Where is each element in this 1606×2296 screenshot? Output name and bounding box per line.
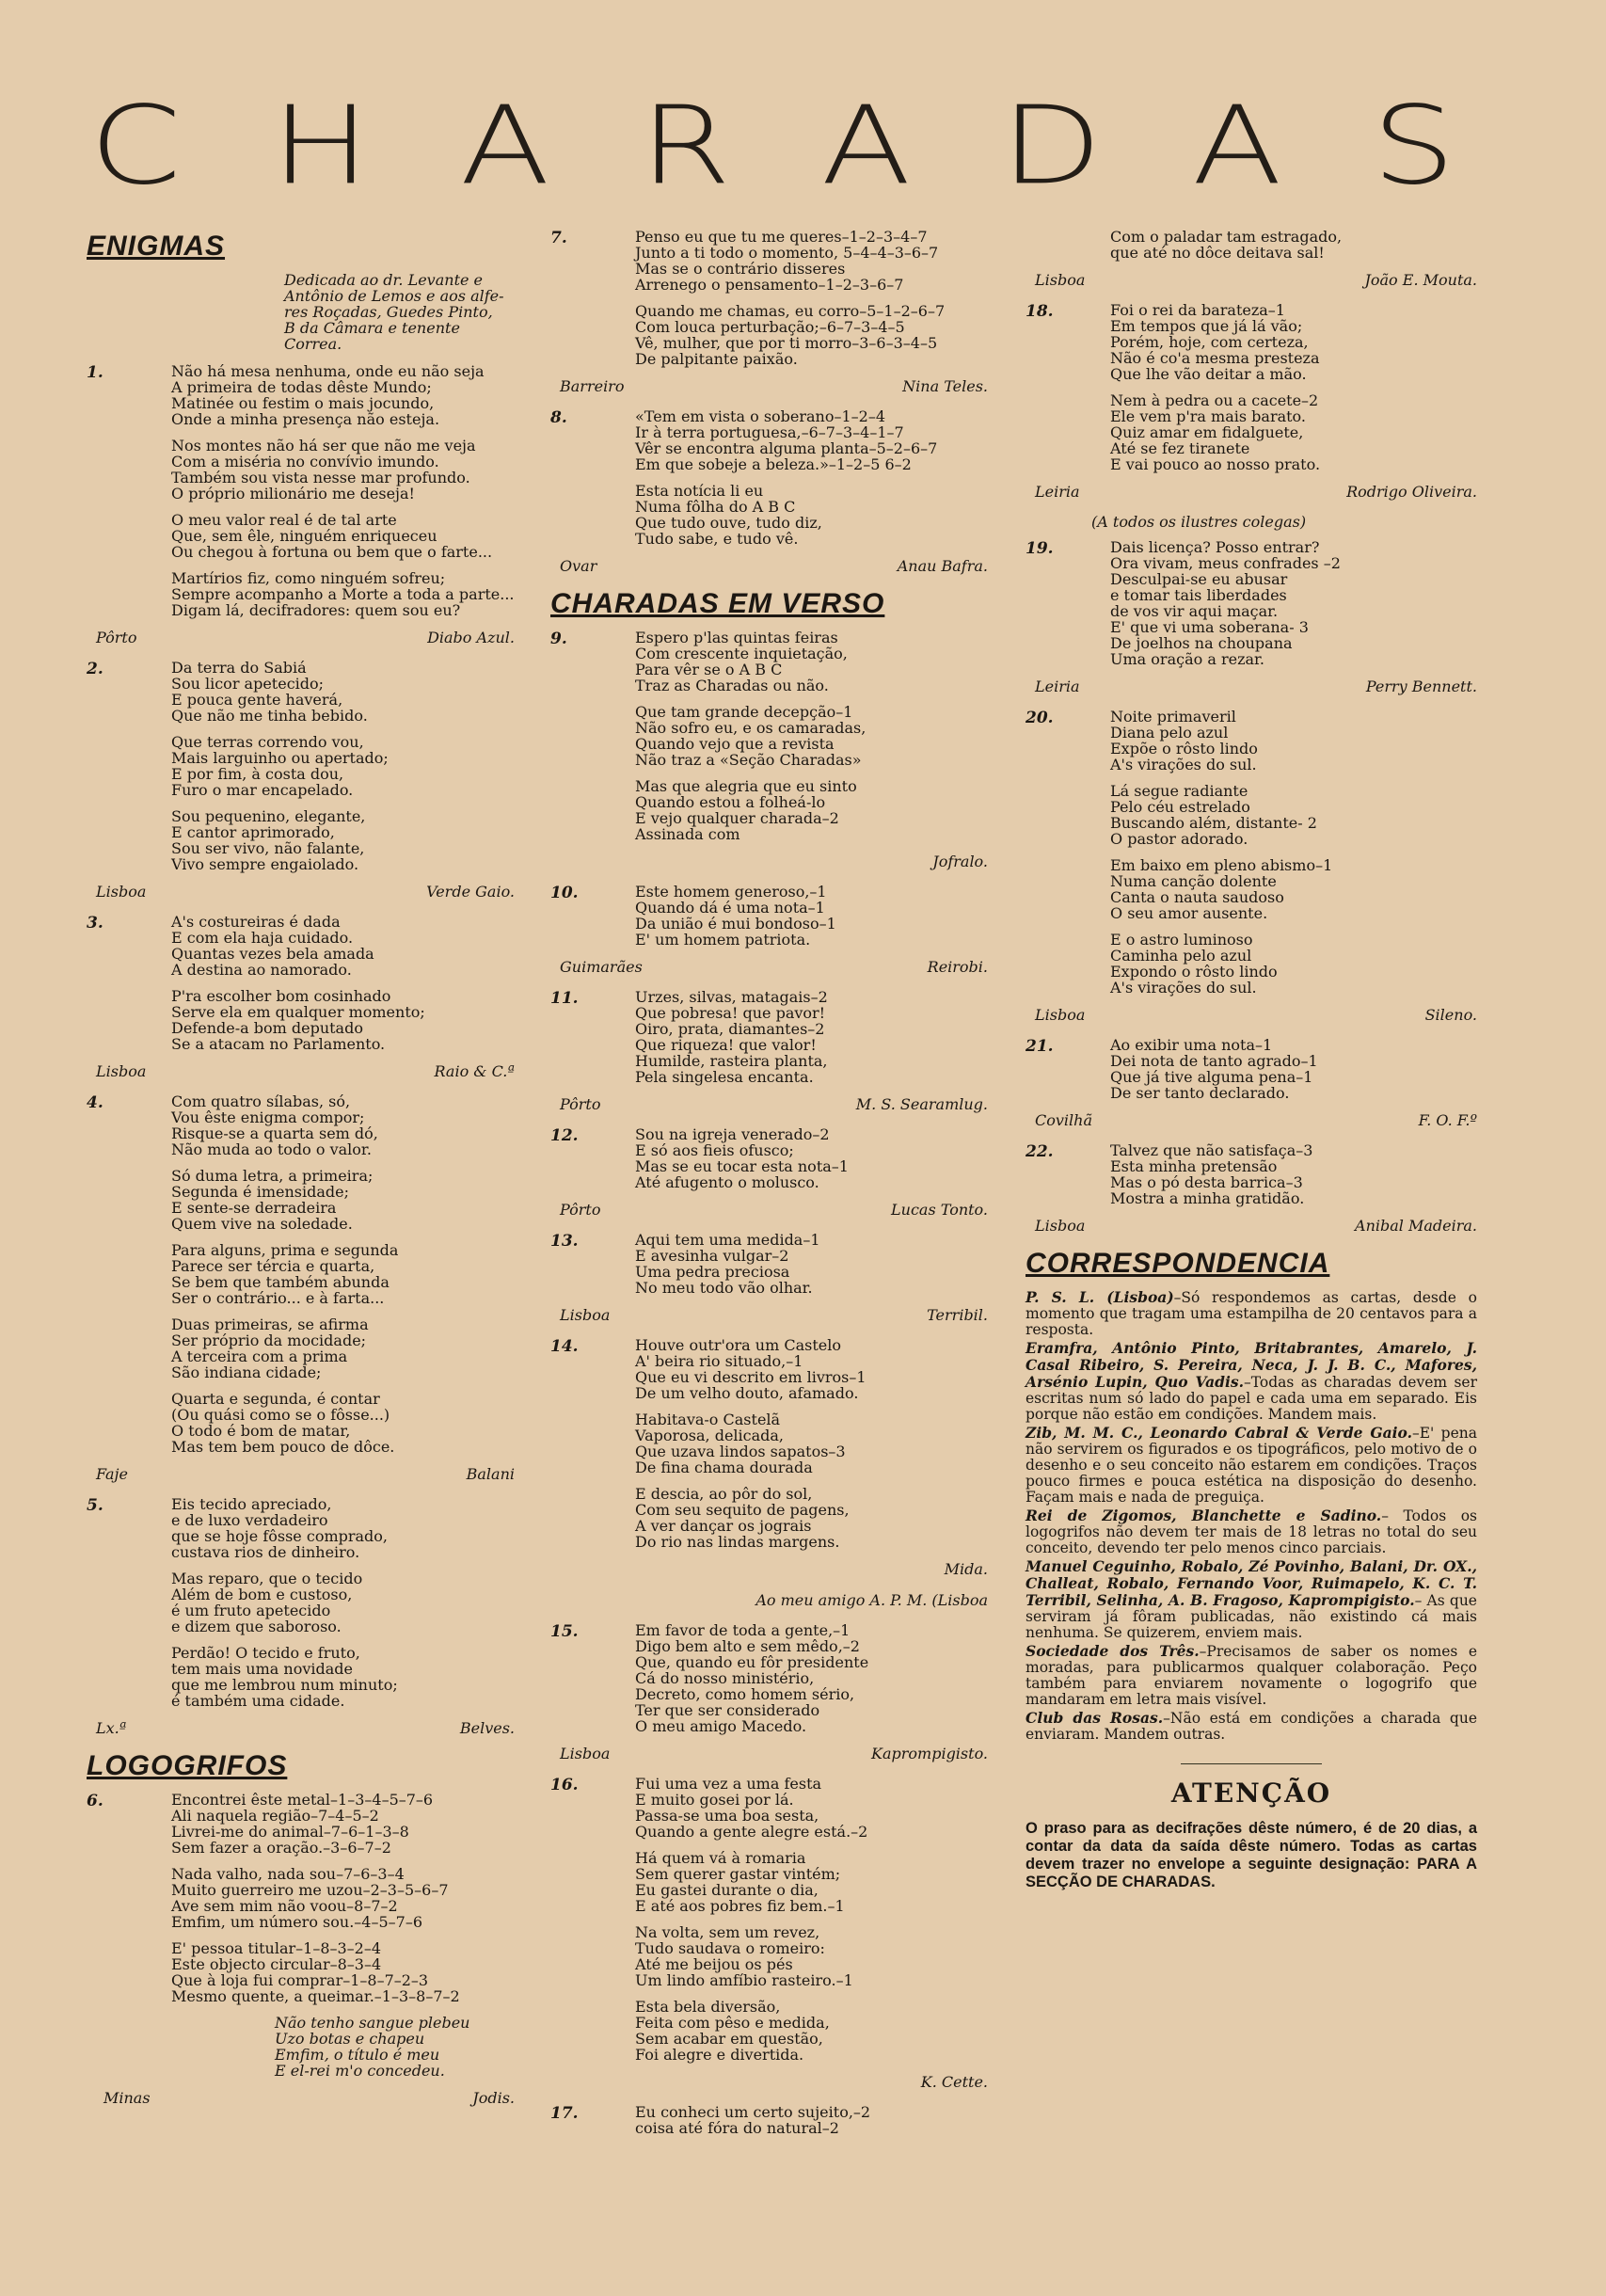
- entry-number: 17.: [550, 2104, 579, 2123]
- entry-number: 9.: [550, 630, 567, 648]
- verse: [1110, 1142, 1477, 1206]
- correspondence-names: Eramfra, Antônio Pinto, Britabrantes, Amarelo, J. Casal Ribeiro, S. Pereira, Neca, J. J. B. C., Mafores, Arsénio Lupin, Quo Vadis.: [1026, 1339, 1477, 1391]
- signature: [560, 377, 988, 395]
- signature-place: Barreiro: [560, 377, 625, 395]
- stanza: «Tem em vista o soberano–1–2–4 Ir à terra portuguesa,–6–7–3–4–1–7 Vêr se encontra alguma planta–5–2–6–7 Em que sobeje a beleza.»–1–2–5 6–2: [635, 407, 938, 473]
- atencao-heading: ATENÇÃO: [1170, 1778, 1332, 1809]
- entry-dedication: (A todos os ilustres colegas): [1091, 513, 1307, 531]
- stanza: Aqui tem uma medida–1 E avesinha vulgar–2 Uma pedra preciosa No meu todo vão olhar.: [635, 1231, 820, 1297]
- stanza: Dais licença? Posso entrar? Ora vivam, meus confrades –2 Desculpai-se eu abusar e tomar tais liberdades de vos vir aqui maçar. E' que vi uma soberana- 3 De joelhos na choupana Uma oração a rezar.: [1110, 538, 1341, 668]
- charada-entry: [1026, 229, 1477, 261]
- entry-number: 7.: [550, 229, 567, 247]
- stanza: Em favor de toda a gente,–1 Digo bem alto e sem mêdo,–2 Que, quando eu fôr presidente Cá do nosso ministério, Decreto, como homem sério, Ter que ser considerado O meu amigo Macedo.: [635, 1621, 869, 1735]
- correspondence-names: Manuel Ceguinho, Robalo, Zé Povinho, Balani, Dr. OX., Challeat, Robalo, Fernando Voor, Ruimapelo, K. C. T. Terribil, Selinha, A. B. Fragoso, Kaprompigisto.: [1026, 1557, 1477, 1609]
- charada-entry: [87, 914, 515, 1052]
- signature-author: Nina Teles.: [902, 377, 988, 395]
- signature: [560, 557, 988, 575]
- charada-entry: [550, 884, 988, 948]
- stanza: Habitava-o Castelã Vaporosa, delicada, Que uzava lindos sapatos–3 De fina chama dourada: [635, 1411, 846, 1476]
- title-letter: A: [459, 83, 549, 209]
- verse: [171, 660, 515, 872]
- stanza: Sou na igreja venerado–2 E só aos fieis ofusco; Mas se eu tocar esta nota–1 Até afugento o molusco.: [635, 1125, 849, 1191]
- signature: [560, 958, 988, 976]
- signature: [560, 1201, 988, 1219]
- signature-author: Jofralo.: [932, 853, 988, 870]
- entry-number: 14.: [550, 1337, 579, 1356]
- charada-entry: [1026, 1037, 1477, 1101]
- correspondence-text: –Precisamos de saber os nomes e moradas, para publicarmos qualquer colaboração. Peço também para enviarem novamente o logogrifo que mandaram em letra mais visível.: [1026, 1643, 1477, 1708]
- atencao-notice: O praso para as decifrações dêste número, é de 20 dias, a contar da data da saída dêste número. Todas as cartas devem trazer no envelope a seguinte designação: PARA A SECÇÃO DE CHARADAS.: [1026, 1820, 1477, 1890]
- signature-author: Perry Bennett.: [1365, 678, 1477, 695]
- correspondence-item: [1026, 1710, 1477, 1743]
- signature: [96, 1465, 515, 1483]
- charada-entry: [1026, 1142, 1477, 1206]
- stanza: Espero p'las quintas feiras Com crescente inquietação, Para vêr se o A B C Traz as Charadas ou não.: [635, 629, 848, 694]
- verse: [635, 989, 988, 1085]
- signature: [96, 1719, 515, 1737]
- stanza: Foi o rei da barateza–1 Em tempos que já lá vão; Porém, hoje, com certeza, Não é co'a mesma presteza Que lhe vão deitar a mão.: [1110, 301, 1320, 383]
- entry-number: 20.: [1026, 709, 1054, 727]
- divider: [1181, 1763, 1322, 1764]
- stanza: Para alguns, prima e segunda Parece ser tércia e quarta, Se bem que também abunda Ser o contrário... e à farta...: [171, 1241, 399, 1307]
- signature-place: Lisboa: [1035, 1006, 1086, 1024]
- entry-number: 3.: [87, 914, 103, 933]
- logogrifos-heading: LOGOGRIFOS: [87, 1750, 288, 1781]
- stanza: Não tenho sangue plebeu Uzo botas e chapeu Emfim, o título é meu E el-rei m'o concedeu.: [275, 2014, 470, 2080]
- charada-entry: [550, 1232, 988, 1296]
- signature-author: Anibal Madeira.: [1355, 1217, 1477, 1235]
- stanza: E o astro luminoso Caminha pelo azul Expondo o rôsto lindo A's virações do sul.: [1110, 931, 1278, 997]
- signature: [1035, 678, 1477, 695]
- signature: [560, 1591, 988, 1609]
- verse: [1110, 1037, 1477, 1101]
- signature-author: F. O. F.º: [1418, 1111, 1477, 1129]
- correspondence-text: – Todos os logogrifos não devem ter mais de 18 letras no total do seu conceito, devendo ter pelo menos cinco parciais.: [1026, 1507, 1477, 1556]
- stanza: Penso eu que tu me queres–1–2–3–4–7 Junto a ti todo o momento, 5–4–4–3–6–7 Mas se o contrário disseres Arrenego o pensamento–1–2–3–6–7: [635, 228, 939, 294]
- stanza: Ao exibir uma nota–1 Dei nota de tanto agrado–1 Que já tive alguma pena–1 De ser tanto declarado.: [1110, 1036, 1318, 1102]
- correspondence-text: –E' pena não servirem os figurados e os tipográficos, pelo motivo de o desenho e o seu conceito não estarem em condições. Traços pouco firmes e pouca estética na disposição do desenho. Façam mais e nada de preguiça.: [1026, 1425, 1477, 1506]
- charadas-em-verso-heading: CHARADAS EM VERSO: [550, 588, 885, 619]
- stanza: Mas que alegria que eu sinto Quando estou a folheá-lo E vejo qualquer charada–2 Assinada com: [635, 777, 857, 843]
- page-title: [89, 83, 1454, 209]
- stanza: Nada valho, nada sou–7–6–3–4 Muito guerreiro me uzou–2–3–5–6–7 Ave sem mim não voou–8–7–2 Emfim, um número sou.–4–5–7–6: [171, 1865, 449, 1931]
- entry-number: 22.: [1026, 1142, 1054, 1161]
- entry-number: 4.: [87, 1093, 103, 1112]
- verse: [171, 512, 515, 560]
- correspondence-text: – As que serviram já fôram publicadas, não existindo cá mais nenhuma. Se quizerem, enviem mais.: [1026, 1592, 1477, 1641]
- signature-place: Pôrto: [96, 629, 137, 646]
- stanza: Perdão! O tecido e fruto, tem mais uma novidade que me lembrou num minuto; é também uma cidade.: [171, 1644, 398, 1710]
- correspondence-item: [1026, 1643, 1477, 1708]
- stanza: Na volta, sem um revez, Tudo saudava o romeiro: Até me beijou os pés Um lindo amfíbio rasteiro.–1: [635, 1923, 853, 1989]
- signature-author: M. S. Searamlug.: [855, 1095, 988, 1113]
- correspondence-item: [1026, 1340, 1477, 1423]
- entry-number: 18.: [1026, 302, 1054, 321]
- column-middle: [550, 229, 988, 2146]
- signature-place: Lisboa: [96, 1062, 147, 1080]
- correspondence-names: Club das Rosas.: [1026, 1709, 1164, 1727]
- signature-author: João E. Mouta.: [1364, 271, 1477, 289]
- correspondence-text: –Não está em condições a charada que enviaram. Mandem outras.: [1026, 1710, 1477, 1743]
- stanza: Só duma letra, a primeira; Segunda é imensidade; E sente-se derradeira Quem vive na soledade.: [171, 1167, 374, 1233]
- stanza: Eis tecido apreciado, e de luxo verdadeiro que se hoje fôsse comprado, custava rios de dinheiro.: [171, 1495, 389, 1561]
- stanza: E' pessoa titular–1–8–3–2–4 Este objecto circular–8–3–4 Que à loja fui comprar–1–8–7–2–3 Mesmo quente, a queimar.–1–3–8–7–2: [171, 1939, 460, 2005]
- correspondence-item: [1026, 1289, 1477, 1338]
- title-letter: C: [89, 83, 180, 209]
- title-letter: A: [1191, 83, 1280, 209]
- stanza: Com o paladar tam estragado, que até no dôce deitava sal!: [1110, 228, 1343, 262]
- correspondence-item: [1026, 1558, 1477, 1641]
- stanza: Esta bela diversão, Feita com pêso e medida, Sem acabar em questão, Foi alegre e divertida.: [635, 1998, 830, 2064]
- stanza: O meu valor real é de tal arte Que, sem êle, ninguém enriqueceu Ou chegou à fortuna ou bem que o farte...: [171, 511, 493, 561]
- signature-place: Pôrto: [560, 1201, 601, 1219]
- verse: [171, 1093, 515, 1455]
- signature-place: Lisboa: [1035, 1217, 1086, 1235]
- signature-author: Ao meu amigo A. P. M. (Lisboa: [755, 1591, 988, 1609]
- charada-entry: [550, 1126, 988, 1190]
- signature: [1035, 1111, 1477, 1129]
- correspondence-text: –Todas as charadas devem ser escritas num só lado do papel e cada uma em separado. Eis porque não estão em condições. Mandem mais.: [1026, 1374, 1477, 1423]
- signature-place: Faje: [96, 1465, 128, 1483]
- charada-entry: [550, 630, 988, 842]
- signature-place: Ovar: [560, 557, 597, 575]
- entry-number: 19.: [1026, 539, 1054, 558]
- signature: [1035, 271, 1477, 289]
- verse: [1110, 539, 1477, 667]
- enigmas-list: [87, 363, 515, 1737]
- stanza: Noite primaveril Diana pelo azul Expõe o rôsto lindo A's virações do sul.: [1110, 708, 1258, 773]
- verse: [171, 363, 515, 427]
- signature-place: Leiria: [1035, 678, 1080, 695]
- signature: [103, 2089, 515, 2107]
- title-letter: S: [1372, 83, 1454, 209]
- signature-place: Lx.ª: [96, 1719, 127, 1737]
- signature-author: Verde Gaio.: [426, 883, 515, 901]
- signature-author: Mida.: [944, 1560, 988, 1578]
- dedication-line: Dedicada ao dr. Levante e: [284, 271, 484, 289]
- stanza: Nos montes não há ser que não me veja Com a miséria no convívio imundo. Também sou vista nesse mar profundo. O próprio milionário me deseja!: [171, 437, 476, 502]
- entry-number: 2.: [87, 660, 103, 678]
- verse: [635, 1776, 988, 2063]
- signature-place: Minas: [103, 2089, 151, 2107]
- verse: [635, 2104, 988, 2136]
- verse: [635, 229, 988, 367]
- verse: [171, 914, 515, 1052]
- charada-entry: [550, 408, 988, 547]
- charadas-list: [550, 229, 988, 575]
- stanza: Fui uma vez a uma festa E muito gosei por lá. Passa-se uma boa sesta, Quando a gente alegre está.–2: [635, 1775, 868, 1841]
- stanza: Quarta e segunda, é contar (Ou quási como se o fôsse...) O todo é bom de matar, Mas tem bem pouco de dôce.: [171, 1390, 395, 1456]
- verse: [171, 1792, 515, 2004]
- stanza: E descia, ao pôr do sol, Com seu sequito de pagens, A ver dançar os jograis Do rio nas lindas margens.: [635, 1485, 850, 1551]
- charada-entry: [87, 1496, 515, 1709]
- signature-author: Sileno.: [1424, 1006, 1477, 1024]
- verse: [635, 1622, 988, 1734]
- dedication-line: res Roçadas, Guedes Pinto,: [284, 303, 493, 321]
- stanza: Este homem generoso,–1 Quando dá é uma nota–1 Da união é mui bondoso–1 E' um homem patriota.: [635, 883, 836, 949]
- correspondence-names: Zib, M. M. C., Leonardo Cabral & Verde Gaio.: [1026, 1424, 1412, 1442]
- signature: [560, 1306, 988, 1324]
- stanza: Que terras correndo vou, Mais larguinho ou apertado; E por fim, à costa dou, Furo o mar encapelado.: [171, 733, 389, 799]
- logogrifos-list: [87, 1792, 515, 2079]
- signature-author: Terribil.: [927, 1306, 988, 1324]
- entry-number: 21.: [1026, 1037, 1054, 1056]
- stanza: Martírios fiz, como ninguém sofreu; Sempre acompanho a Morte a toda a parte... Digam lá, decifradores: quem sou eu?: [171, 569, 515, 619]
- entry-number: 1.: [87, 363, 103, 382]
- stanza: Urzes, silvas, matagais–2 Que pobresa! que pavor! Oiro, prata, diamantes–2 Que riqueza! que valor! Humilde, rasteira planta, Pela singelesa encanta.: [635, 988, 828, 1086]
- signature: [560, 853, 988, 870]
- dedication-line: B da Câmara e tenente Correa.: [284, 319, 460, 353]
- charada-entry: [87, 1792, 515, 2004]
- stanza: Esta notícia li eu Numa fôlha do A B C Que tudo ouve, tudo diz, Tudo sabe, e tudo vê.: [635, 482, 822, 548]
- stanza: Da terra do Sabiá Sou licor apetecido; E pouca gente haverá, Que não me tinha bebido.: [171, 659, 368, 725]
- entry-number: 11.: [550, 989, 579, 1008]
- charada-entry: [550, 1337, 988, 1550]
- signature: [560, 2073, 988, 2091]
- entry-number: 12.: [550, 1126, 579, 1145]
- charada-entry: [1026, 539, 1477, 667]
- signature-author: Jodis.: [472, 2089, 515, 2107]
- correspondence-names: Rei de Zigomos, Blanchette e Sadino.: [1026, 1507, 1382, 1524]
- dedication: [284, 272, 515, 352]
- signature-author: Rodrigo Oliveira.: [1346, 483, 1477, 501]
- signature-place: Pôrto: [560, 1095, 601, 1113]
- verse: [635, 884, 988, 948]
- stanza: Em baixo em pleno abismo–1 Numa canção dolente Canta o nauta saudoso O seu amor ausente.: [1110, 856, 1333, 922]
- signature-place: Lisboa: [1035, 271, 1086, 289]
- stanza: Com quatro sílabas, só, Vou êste enigma compor; Risque-se a quarta sem dó, Não muda ao todo o valor.: [171, 1092, 378, 1158]
- entry-number: 16.: [550, 1776, 579, 1794]
- signature-author: Reirobi.: [927, 958, 988, 976]
- verse: [635, 630, 988, 842]
- stanza: Duas primeiras, se afirma Ser próprio da mocidade; A terceira com a prima São indiana cidade;: [171, 1315, 369, 1381]
- stanza: Sou pequenino, elegante, E cantor aprimorado, Sou ser vivo, não falante, Vivo sempre engaiolado.: [171, 807, 366, 873]
- entry-number: 15.: [550, 1622, 579, 1641]
- verse: [1110, 709, 1477, 996]
- charada-entry: [87, 438, 515, 502]
- verse: [171, 438, 515, 502]
- signature-author: Diabo Azul.: [427, 629, 515, 646]
- charada-entry: [550, 989, 988, 1085]
- entry-number: 6.: [87, 1792, 103, 1810]
- verse: [171, 1496, 515, 1709]
- charadas-em-verso-list: [550, 630, 988, 2136]
- verse: [171, 570, 515, 618]
- signature-author: Belves.: [459, 1719, 515, 1737]
- correspondencia-heading: CORRESPONDENCIA: [1026, 1248, 1330, 1279]
- charada-entry: [87, 363, 515, 427]
- charada-entry: [550, 1622, 988, 1734]
- stanza: P'ra escolher bom cosinhado Serve ela em qualquer momento; Defende-a bom deputado Se a atacam no Parlamento.: [171, 987, 425, 1053]
- charada-entry: [87, 512, 515, 560]
- signature-place: Lisboa: [560, 1306, 611, 1324]
- charada-entry: [550, 2104, 988, 2136]
- charada-entry: [550, 1776, 988, 2063]
- title-letter: D: [1000, 83, 1101, 209]
- charada-entry: [1026, 514, 1477, 530]
- verse: [1110, 229, 1477, 261]
- entry-number: 8.: [550, 408, 567, 427]
- correspondence-item: [1026, 1425, 1477, 1506]
- verse: [1110, 302, 1477, 472]
- signature-place: Lisboa: [96, 883, 147, 901]
- signature: [560, 1095, 988, 1113]
- signature-place: Lisboa: [560, 1745, 611, 1762]
- charada-entry: [1026, 709, 1477, 996]
- column-right: [1026, 229, 1477, 1891]
- signature-author: K. Cette.: [920, 2073, 988, 2091]
- stanza: Houve outr'ora um Castelo A' beira rio situado,–1 Que eu vi descrito em livros–1 De um velho douto, afamado.: [635, 1336, 867, 1402]
- stanza: Eu conheci um certo sujeito,–2 coisa até fóra do natural–2: [635, 2103, 871, 2137]
- stanza: Há quem vá à romaria Sem querer gastar vintém; Eu gastei durante o dia, E até aos pobres fiz bem.–1: [635, 1849, 845, 1915]
- signature: [1035, 1006, 1477, 1024]
- signature: [96, 629, 515, 646]
- signature: [1035, 483, 1477, 501]
- signature-place: Covilhã: [1035, 1111, 1092, 1129]
- charada-entry: [87, 1093, 515, 1455]
- signature: [560, 1560, 988, 1578]
- charada-entry: [550, 229, 988, 367]
- signature: [560, 1745, 988, 1762]
- title-letter: H: [271, 83, 369, 209]
- signature-author: Lucas Tonto.: [891, 1201, 988, 1219]
- stanza: Nem à pedra ou a cacete–2 Ele vem p'ra mais barato. Quiz amar em fidalguete, Até se fez tiranete E vai pouco ao nosso prato.: [1110, 391, 1321, 473]
- entry-number: 13.: [550, 1232, 579, 1251]
- verse: [635, 408, 988, 547]
- correspondence-names: P. S. L. (Lisboa): [1026, 1288, 1174, 1306]
- signature-place: Guimarães: [560, 958, 643, 976]
- column-left: [87, 229, 515, 2120]
- stanza: Que tam grande decepção–1 Não sofro eu, e os camaradas, Quando vejo que a revista Não traz a «Seção Charadas»: [635, 703, 867, 769]
- charadas-list: [1026, 229, 1477, 1235]
- stanza: Quando me chamas, eu corro–5–1–2–6–7 Com louca perturbação;–6–7–3–4–5 Vê, mulher, que por ti morro–3–6–3–4–5 De palpitante paixão.: [635, 302, 946, 368]
- correspondence-item: [1026, 1507, 1477, 1556]
- signature: [96, 1062, 515, 1080]
- charada-entry: [87, 570, 515, 618]
- verse: [635, 1337, 988, 1550]
- correspondence-names: Sociedade dos Três.: [1026, 1642, 1200, 1660]
- stanza: Talvez que não satisfaça–3 Esta minha pretensão Mas o pó desta barrica–3 Mostra a minha gratidão.: [1110, 1141, 1313, 1207]
- signature-author: Balani: [466, 1465, 515, 1483]
- signature: [96, 883, 515, 901]
- correspondencia-body: [1026, 1289, 1477, 1743]
- entry-number: 5.: [87, 1496, 103, 1515]
- signature-author: Raio & C.ª: [434, 1062, 515, 1080]
- enigmas-heading: ENIGMAS: [87, 231, 226, 262]
- title-letter: A: [820, 83, 910, 209]
- correspondence-text: –Só respondemos as cartas, desde o momento que tragam uma estampilha de 20 centavos para a resposta.: [1026, 1289, 1477, 1338]
- signature: [1035, 1217, 1477, 1235]
- title-letter: R: [639, 83, 730, 209]
- entry-number: 10.: [550, 884, 579, 902]
- verse: [635, 1232, 988, 1296]
- signature-author: Anau Bafra.: [897, 557, 988, 575]
- stanza: Lá segue radiante Pelo céu estrelado Buscando além, distante- 2 O pastor adorado.: [1110, 782, 1317, 848]
- charada-entry: [87, 660, 515, 872]
- charada-entry: [1026, 302, 1477, 472]
- stanza: Encontrei êste metal–1–3–4–5–7–6 Ali naquela região–7–4–5–2 Livrei-me do animal–7–6–1–3–8 Sem fazer a oração.–3–6–7–2: [171, 1791, 434, 1857]
- charada-entry: [87, 2015, 515, 2079]
- stanza: Mas reparo, que o tecido Além de bom e custoso, é um fruto apetecido e dizem que saboroso.: [171, 1570, 363, 1635]
- signature-author: Kaprompigisto.: [871, 1745, 988, 1762]
- signature-place: Leiria: [1035, 483, 1080, 501]
- verse: [275, 2015, 515, 2079]
- stanza: Não há mesa nenhuma, onde eu não seja A primeira de todas dêste Mundo; Matinée ou festim o mais jocundo, Onde a minha presença não esteja.: [171, 362, 485, 428]
- dedication-line: Antônio de Lemos e aos alfe-: [284, 287, 504, 305]
- verse: [635, 1126, 988, 1190]
- stanza: A's costureiras é dada E com ela haja cuidado. Quantas vezes bela amada A destina ao namorado.: [171, 913, 374, 979]
